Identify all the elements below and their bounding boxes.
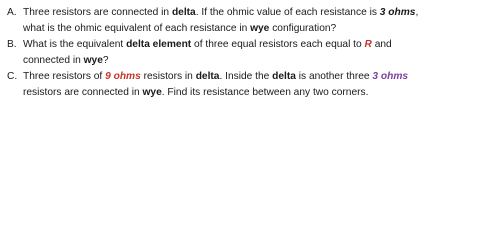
question-marker: C. — [7, 71, 18, 82]
bold-term: delta element — [126, 39, 192, 50]
value-highlight: R — [364, 39, 372, 50]
text-run: . Find its resistance between any two corners. — [161, 87, 369, 98]
question-text — [23, 5, 477, 37]
text-run: and — [371, 39, 392, 50]
question-c — [7, 69, 477, 101]
text-run: is another three — [295, 71, 373, 82]
bold-term: delta — [171, 7, 196, 18]
question-line — [23, 5, 477, 21]
bold-term: delta — [272, 71, 296, 82]
question-line — [23, 85, 477, 101]
text-run: resistors in — [140, 71, 196, 82]
text-run: ? — [102, 55, 109, 66]
question-text — [23, 69, 477, 101]
text-run: . Inside the — [219, 71, 273, 82]
value-highlight: 3 ohms — [372, 71, 409, 82]
text-run: what is the ohmic equivalent of each resistance in — [23, 23, 251, 34]
question-text — [23, 37, 477, 69]
text-run: Three resistors of — [23, 71, 106, 82]
question-marker: B. — [7, 39, 17, 50]
question-a — [7, 5, 477, 37]
bold-term: wye — [250, 23, 270, 34]
bold-term: delta — [195, 71, 220, 82]
value-highlight: 9 ohms — [105, 71, 141, 82]
value-highlight: 3 ohms — [379, 7, 416, 18]
question-line — [23, 37, 477, 53]
bold-term: wye — [83, 55, 103, 66]
bold-term: wye — [142, 87, 162, 98]
text-run: , — [415, 7, 419, 18]
question-line — [23, 69, 477, 85]
question-b — [7, 37, 477, 69]
question-line — [23, 21, 477, 37]
text-run: configuration? — [269, 23, 337, 34]
problem-list — [7, 5, 477, 101]
question-marker: A. — [7, 7, 17, 18]
text-run: . If the ohmic value of each resistance is — [195, 7, 380, 18]
text-run: of three equal resistors each equal to — [191, 39, 365, 50]
text-run: resistors are connected in — [23, 87, 143, 98]
text-run: connected in — [23, 55, 84, 66]
text-run: Three resistors are connected in — [23, 7, 172, 18]
text-run: What is the equivalent — [23, 39, 127, 50]
question-line — [23, 53, 477, 69]
